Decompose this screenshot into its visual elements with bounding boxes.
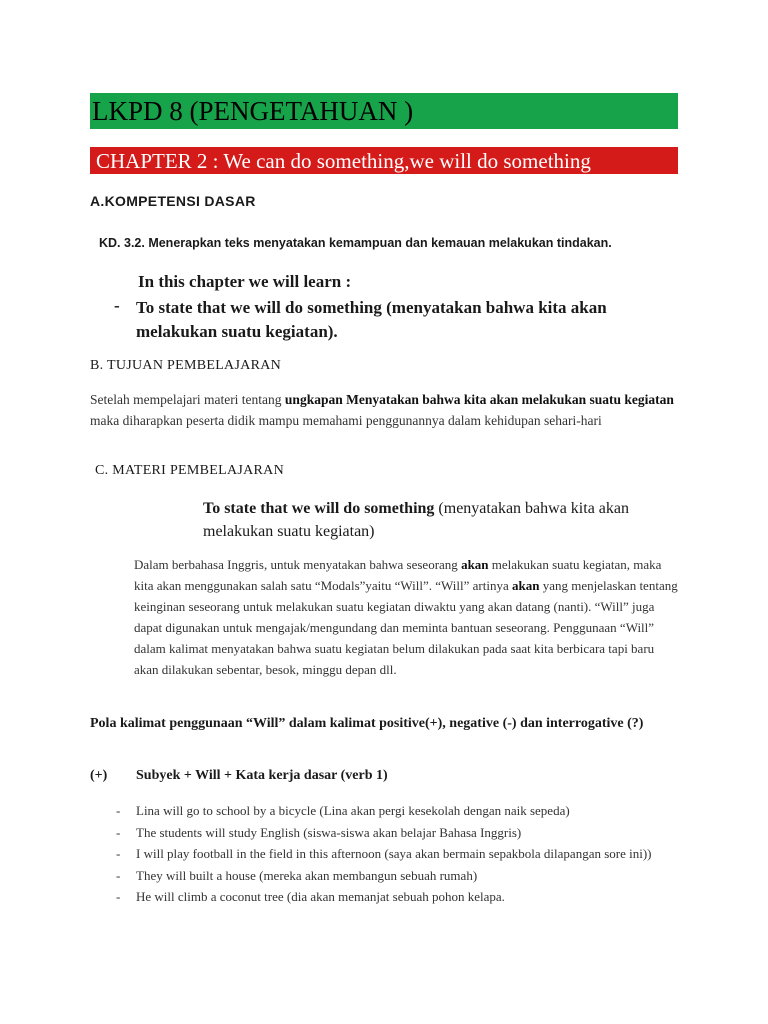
- materi-body-bold-2: akan: [511, 578, 540, 593]
- learn-title: In this chapter we will learn :: [138, 272, 352, 291]
- tujuan-text-before: Setelah mempelajari materi tentang: [90, 392, 285, 407]
- learn-item: To state that we will do something (menyatakan bahwa kita akan melakukan suatu kegiatan).: [136, 298, 607, 341]
- example-list: [116, 800, 706, 908]
- kd-statement: KD. 3.2. Menerapkan teks menyatakan kemampuan dan kemauan melakukan tindakan.: [99, 236, 612, 250]
- list-item: - I will play football in the field in this afternoon (saya akan bermain sepakbola dilapangan sore ini)): [116, 846, 652, 861]
- materi-title-rest: (menyatakan bahwa kita akan melakukan suatu kegiatan): [203, 500, 629, 540]
- list-item: - The students will study English (siswa-siswa akan belajar Bahasa Inggris): [116, 824, 522, 840]
- example-text: Lina will go to school by a bicycle (Lina akan pergi kesekolah dengan naik sepeda): [136, 803, 570, 818]
- tujuan-text-after: maka diharapkan peserta didik mampu memahami penggunannya dalam kehidupan sehari-hari: [90, 413, 602, 428]
- example-text: He will climb a coconut tree (dia akan memanjat sebuah pohon kelapa.: [136, 889, 505, 904]
- materi-body-1: Dalam berbahasa Inggris, untuk menyatakan bahwa seseorang: [134, 557, 462, 572]
- materi-paragraph: [134, 554, 679, 680]
- materi-body-2: melakukan suatu kegiatan, maka kita akan menggunakan salah satu “Modals”yaitu “Will”. “Will” artinya: [134, 557, 662, 593]
- list-item: - He will climb a coconut tree (dia akan memanjat sebuah pohon kelapa.: [116, 889, 505, 904]
- section-a-heading: A.KOMPETENSI DASAR: [90, 193, 256, 209]
- tujuan-paragraph: [90, 389, 682, 431]
- section-c-heading: C. MATERI PEMBELAJARAN: [95, 463, 285, 478]
- tujuan-text-bold: ungkapan Menyatakan bahwa kita akan melakukan suatu kegiatan: [284, 392, 674, 407]
- formula-sign: (+): [90, 768, 108, 783]
- example-text: The students will study English (siswa-siswa akan belajar Bahasa Inggris): [136, 824, 522, 840]
- materi-title: [203, 497, 693, 543]
- materi-body-bold-1: akan: [461, 557, 489, 572]
- list-item: - Lina will go to school by a bicycle (Lina akan pergi kesekolah dengan naik sepeda): [116, 803, 570, 818]
- formula-text: Subyek + Will + Kata kerja dasar (verb 1): [136, 768, 388, 783]
- example-text: I will play football in the field in this afternoon (saya akan bermain sepakbola dilapangan sore ini)): [136, 846, 652, 861]
- materi-body-3: yang menjelaskan tentang keinginan seseorang untuk melakukan suatu kegiatan diwaktu yang akan datang (nanti). “Will” juga dapat digunakan untuk mengajak/mengundang dan meminta bantuan seseorang. Penggunaan “Will” dalam kalimat menyatakan bahwa suatu kegiatan belum dilakukan pada saat kita berbicara tapi baru akan dilakukan sebentar, besok, minggu depan dll.: [134, 578, 678, 677]
- materi-title-bold: To state that we will do something: [203, 500, 435, 517]
- document-title: LKPD 8 (PENGETAHUAN ): [90, 93, 678, 129]
- pola-kalimat: Pola kalimat penggunaan “Will” dalam kalimat positive(+), negative (-) dan interrogative (?): [90, 716, 644, 731]
- chapter-title: CHAPTER 2 : We can do something,we will do something: [90, 147, 678, 174]
- example-text: They will built a house (mereka akan membangun sebuah rumah): [136, 867, 478, 883]
- learn-bullet: -: [114, 296, 120, 315]
- list-item: - They will built a house (mereka akan membangun sebuah rumah): [116, 867, 478, 883]
- section-b-heading: B. TUJUAN PEMBELAJARAN: [90, 358, 282, 373]
